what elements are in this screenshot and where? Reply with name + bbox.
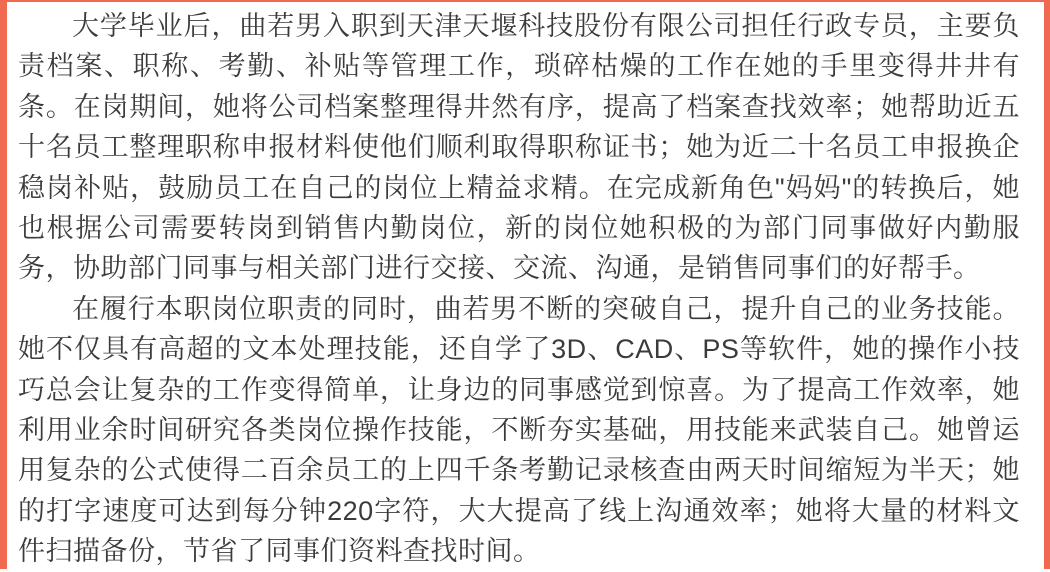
right-border-bar <box>1044 0 1050 569</box>
document-body <box>18 0 1020 572</box>
paragraph-skills: 在履行本职岗位职责的同时，曲若男不断的突破自己，提升自己的业务技能。她不仅具有高超的文本处理技能，还自学了3D、CAD、PS等软件，她的操作小技巧总会让复杂的工作变得简单，让身边的同事感觉到惊喜。为了提高工作效率，她利用业余时间研究各类岗位操作技能，不断夯实基础，用技能来武装自己。她曾运用复杂的公式使得二百余员工的上四千条考勤记录核查由两天时间缩短为半天；她的打字速度可达到每分钟220字符，大大提高了线上沟通效率；她将大量的材料文件扫描备份，节省了同事们资料查找时间。 <box>18 293 1020 567</box>
paragraph-career-intro: 大学毕业后，曲若男入职到天津天堰科技股份有限公司担任行政专员，主要负责档案、职称、考勤、补贴等管理工作，琐碎枯燥的工作在她的手里变得井井有条。在岗期间，她将公司档案整理得井然有序，提高了档案查找效率；她帮助近五十名员工整理职称申报材料使他们顺利取得职称证书；她为近二十名员工申报换企稳岗补贴，鼓励员工在自己的岗位上精益求精。在完成新角色"妈妈"的转换后，她也根据公司需要转岗到销售内勤岗位，新的岗位她积极的为部门同事做好内勤服务，协助部门同事与相关部门进行交接、交流、沟通，是销售同事们的好帮手。 <box>18 11 1020 284</box>
left-border-bar <box>0 0 7 569</box>
